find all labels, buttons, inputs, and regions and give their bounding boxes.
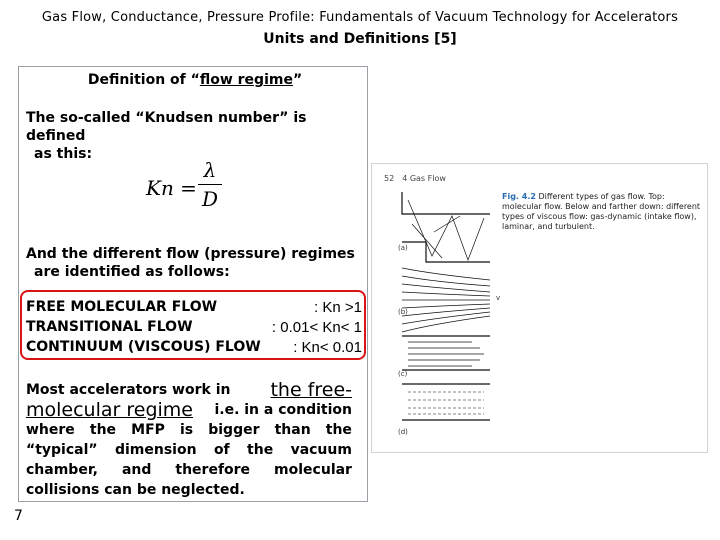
word: chamber,: [26, 462, 98, 478]
regime-row-free-molecular: [26, 299, 362, 319]
regime-condition: : 0.01< Kn< 1: [271, 319, 362, 336]
word: the: [89, 422, 117, 438]
knudsen-line-2: as this:: [34, 146, 93, 162]
fraction-bar: [198, 184, 222, 185]
gas-flow-figure: [371, 163, 708, 453]
regimes-intro: [26, 245, 356, 281]
panel-label-d: (d): [398, 428, 408, 436]
page-number: 7: [14, 508, 23, 524]
regime-condition: : Kn >1: [314, 299, 362, 316]
header-subtitle: Units and Definitions [5]: [263, 31, 457, 47]
accel-line-5: [26, 460, 352, 480]
formula-denominator: D: [201, 187, 219, 211]
knudsen-formula: [146, 158, 226, 218]
regime-condition: : Kn< 0.01: [293, 339, 362, 356]
figure-caption-text: Different types of gas flow. Top: molecular flow. Below and farther down: different types of viscous flow: gas-dynamic (intake flow), laminar, and turbulent.: [502, 192, 701, 231]
accel-emphasis: the free-: [270, 379, 352, 401]
knudsen-line-1: The so-called “Knudsen number” is defined: [26, 110, 307, 144]
word: MFP: [131, 422, 165, 438]
figure-page-number: 52: [384, 174, 395, 183]
definition-title-term: flow regime: [199, 72, 293, 88]
accel-emphasis: molecular regime: [26, 399, 193, 421]
regimes-intro-line-1: And the different flow (pressure) regimes: [26, 246, 355, 262]
word: the: [247, 442, 274, 458]
velocity-label: v: [496, 294, 501, 302]
definition-title: [0, 72, 390, 88]
word: where: [26, 422, 75, 438]
knudsen-paragraph: [26, 109, 356, 163]
formula-numerator: λ: [203, 158, 217, 182]
accel-line-3: [26, 420, 352, 440]
regime-name: TRANSITIONAL FLOW: [26, 319, 193, 335]
accel-line-4: [26, 440, 352, 460]
accel-text: Most accelerators work in: [26, 382, 231, 398]
panel-label-b: (b): [398, 308, 408, 316]
word: of: [213, 442, 230, 458]
word: the: [325, 422, 352, 438]
figure-header: [384, 174, 446, 183]
word: vacuum: [290, 442, 352, 458]
formula-lhs: Kn =: [146, 176, 197, 200]
panel-label-a: (a): [398, 244, 408, 252]
regime-row-continuum: [26, 339, 362, 359]
regime-name: FREE MOLECULAR FLOW: [26, 299, 218, 315]
word: bigger: [208, 422, 260, 438]
word: than: [274, 422, 311, 438]
accel-text: i.e. in a condition: [214, 402, 352, 418]
word: molecular: [274, 462, 352, 478]
formula-fraction: [198, 158, 222, 211]
figure-caption: [502, 192, 702, 232]
word: therefore: [175, 462, 251, 478]
word: is: [180, 422, 194, 438]
accel-line-6: collisions can be neglected.: [26, 482, 245, 498]
regime-name: CONTINUUM (VISCOUS) FLOW: [26, 339, 261, 355]
tube-wall-bottom: [402, 242, 490, 262]
tube-wall-top: [402, 192, 490, 214]
regimes-intro-line-2: are identified as follows:: [34, 264, 230, 280]
figure-chapter: 4 Gas Flow: [402, 174, 446, 183]
word: and: [121, 462, 152, 478]
figure-caption-label: Fig. 4.2: [502, 192, 536, 201]
definition-title-suffix: ”: [292, 72, 303, 88]
word: dimension: [114, 442, 197, 458]
word: “typical”: [26, 442, 98, 458]
accel-line-1: [26, 380, 352, 400]
panel-label-c: (c): [398, 370, 408, 378]
accel-line-2: [26, 400, 352, 420]
definition-title-prefix: Definition of “: [87, 72, 200, 88]
header-title: Gas Flow, Conductance, Pressure Profile: Fundamentals of Vacuum Technology for Accelerators: [41, 10, 679, 25]
regime-row-transitional: [26, 319, 362, 339]
accelerators-paragraph: [26, 380, 352, 500]
